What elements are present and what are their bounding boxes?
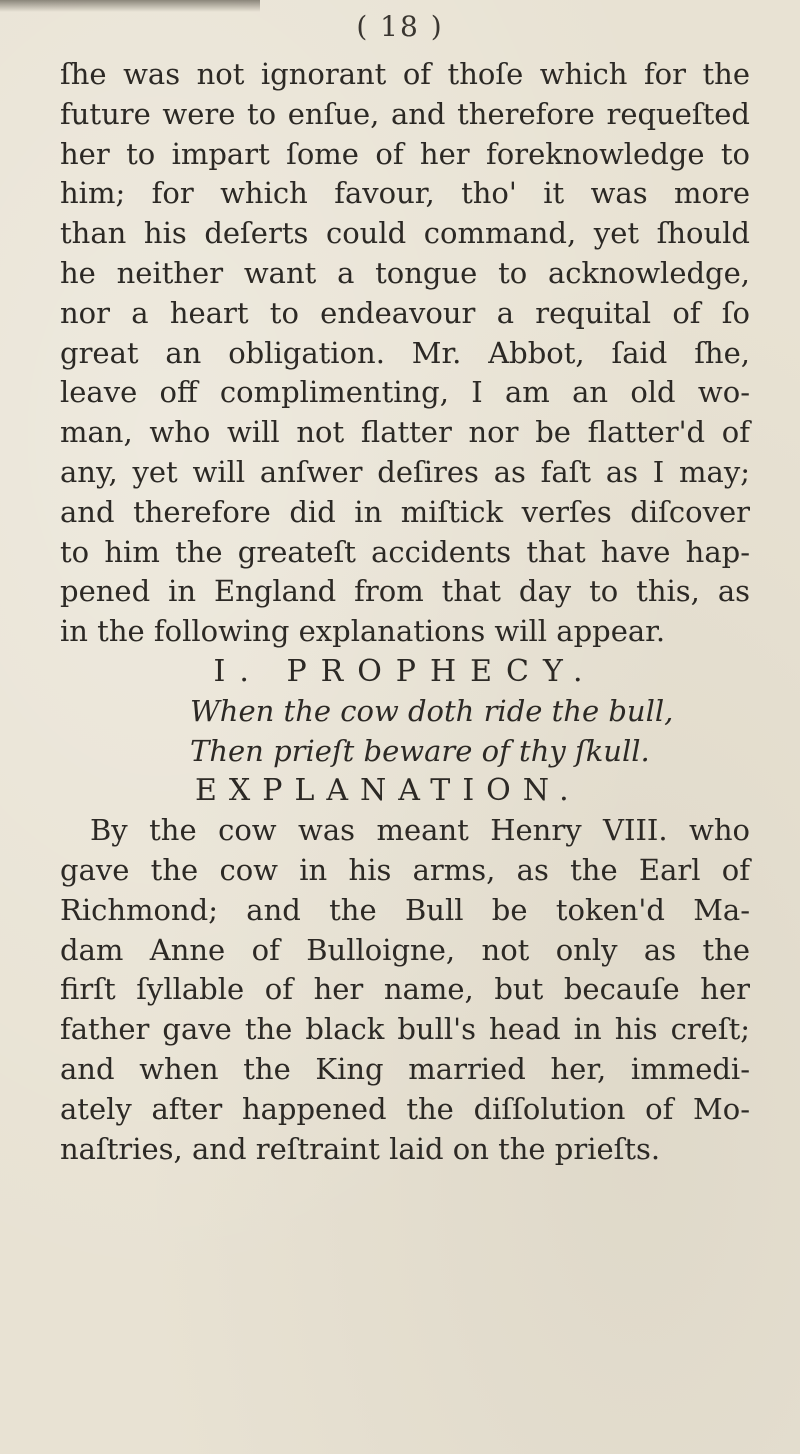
prophecy-heading: I. PROPHECY. — [213, 653, 597, 689]
text-line: him; for which favour, tho' it was more — [60, 176, 750, 211]
text-line: leave off complimenting, I am an old wo- — [60, 375, 750, 410]
text-line: firſt ſyllable of her name, but becauſe her — [60, 972, 750, 1007]
page-number: ( 18 ) — [356, 10, 444, 43]
text-line: any, yet will anſwer deſires as faſt as I may; — [60, 454, 750, 489]
text-line: and therefore did in miſtick verſes diſcover — [60, 494, 750, 529]
text-line: gave the cow in his arms, as the Earl of — [60, 852, 750, 887]
text-line: and when the King married her, immedi- — [60, 1051, 750, 1086]
text-line: man, who will not flatter nor be flatter'd of — [60, 415, 750, 450]
text-line: in the following explanations will appear. — [60, 614, 666, 649]
text-line: great an obligation. Mr. Abbot, ſaid ſhe, — [60, 335, 750, 370]
verse-line: Then prieſt beware of thy ſkull. — [190, 733, 650, 768]
text-line: By the cow was meant Henry VIII. who — [90, 813, 750, 848]
text-line: nor a heart to endeavour a requital of ſo — [60, 295, 750, 330]
body-text — [60, 55, 750, 1169]
text-line: her to impart ſome of her foreknowledge to — [60, 136, 750, 171]
text-line: Richmond; and the Bull be token'd Ma- — [60, 892, 750, 927]
text-line: dam Anne of Bulloigne, not only as the — [60, 932, 750, 967]
text-line: father gave the black bull's head in his creſt; — [60, 1012, 750, 1047]
text-line: pened in England from that day to this, as — [60, 574, 750, 609]
text-line: ſhe was not ignorant of thoſe which for the — [60, 57, 750, 91]
explanation-heading: EXPLANATION. — [195, 773, 581, 809]
text-line: than his deſerts could command, yet ſhould — [60, 216, 750, 251]
text-line: he neither want a tongue to acknowledge, — [60, 255, 750, 290]
text-line: ately after happened the diſſolution of Mo- — [60, 1091, 750, 1126]
text-line: to him the greateſt accidents that have hap- — [60, 534, 750, 569]
verse-line: When the cow doth ride the bull, — [190, 693, 674, 728]
text-line: future were to enſue, and therefore requeſted — [60, 96, 750, 131]
text-line: naſtries, and reſtraint laid on the prieſts. — [60, 1131, 661, 1166]
